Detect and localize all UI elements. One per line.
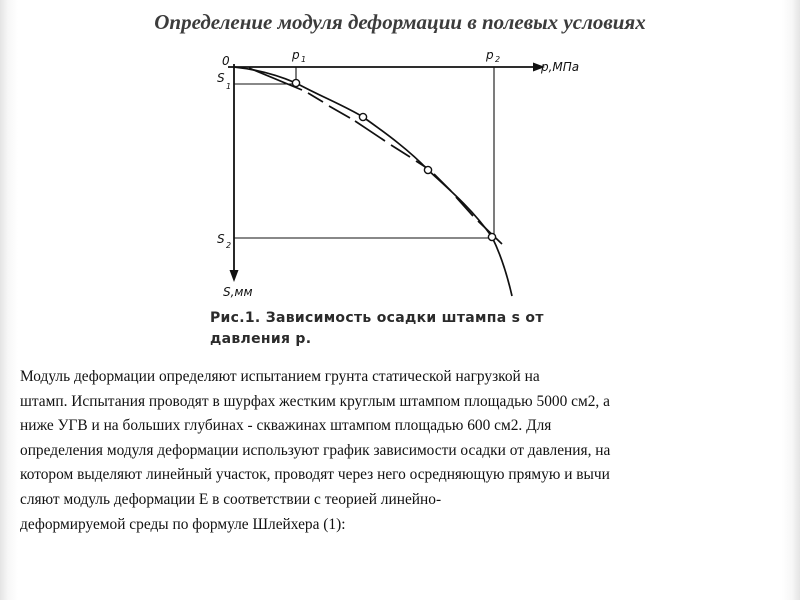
body-line: деформируемой среды по формуле Шлейхера (1): <box>20 515 346 533</box>
settlement-curve <box>234 67 512 296</box>
p1-label: p <box>292 48 300 62</box>
origin-label: 0 <box>222 54 230 68</box>
s-axis-arrow <box>230 270 239 282</box>
body-line: определения модуля деформации используют график зависимости осадки от давления, на <box>20 441 611 459</box>
slide-left-edge-shadow <box>0 0 18 600</box>
figure-caption <box>210 308 590 350</box>
s1-label: S <box>217 71 225 85</box>
averaging-line <box>249 68 502 244</box>
body-paragraph <box>20 365 790 537</box>
body-line: котором выделяют линейный участок, проводят через него осредняющую прямую и вычи <box>20 466 610 484</box>
data-point <box>359 113 366 120</box>
s2-subscript: 2 <box>226 241 232 250</box>
p1-subscript: 1 <box>301 55 307 64</box>
data-point <box>424 166 431 173</box>
caption-line: Рис.1. Зависимость осадки штампа s от <box>210 310 544 326</box>
diagram-svg <box>205 48 605 308</box>
body-line: Модуль деформации определяют испытанием грунта статической нагрузкой на <box>20 368 540 385</box>
body-line: штамп. Испытания проводят в шурфах жестким круглым штампом площадью 5000 см2, а <box>20 392 610 410</box>
data-point <box>488 233 495 240</box>
body-line: ниже УГВ и на больших глубинах - скважинах штампом площадью 600 см2. Для <box>20 417 552 435</box>
s2-label: S <box>217 232 225 246</box>
p2-subscript: 2 <box>495 55 501 64</box>
caption-line: давления p. <box>210 331 312 347</box>
body-line: сляют модуль деформации E в соответствии с теорией линейно- <box>20 490 442 508</box>
p-axis-label: p,МПа <box>541 60 580 74</box>
slide-title: Определение модуля деформации в полевых условиях <box>154 10 646 34</box>
p2-label: p <box>486 48 494 62</box>
data-point <box>292 79 299 86</box>
s1-subscript: 1 <box>226 82 232 91</box>
s-axis-label: S,мм <box>223 285 253 299</box>
